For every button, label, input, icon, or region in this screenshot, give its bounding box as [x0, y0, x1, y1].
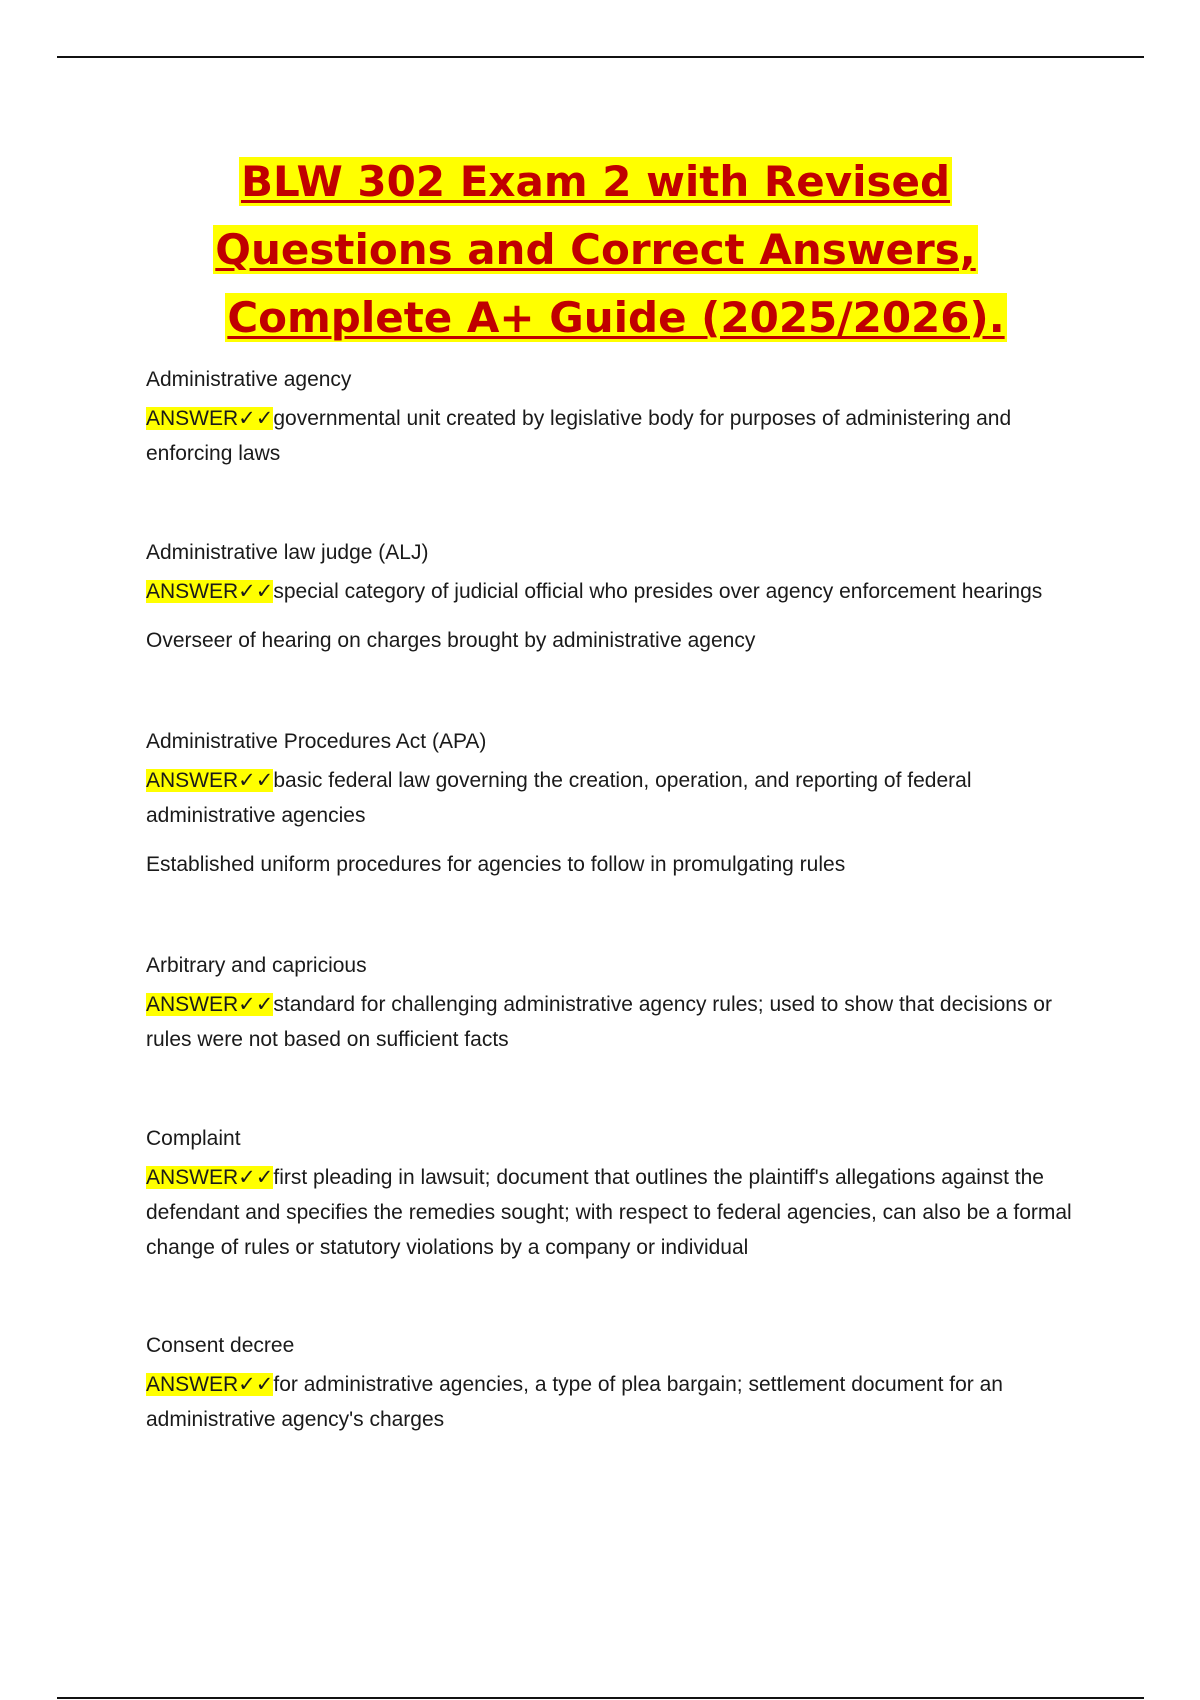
document-title: [0, 148, 1200, 352]
answer-text: special category of judicial official who presides over agency enforcement hearings: [273, 580, 1043, 603]
title-line-3: Complete A+ Guide (2025/2026).: [227, 293, 1005, 342]
qa-entry: [146, 538, 1096, 727]
entry-term: Administrative Procedures Act (APA): [146, 730, 487, 753]
entry-answer: [146, 1367, 1096, 1437]
answer-tag: ANSWER✓✓: [146, 580, 274, 603]
entry-term: Administrative law judge (ALJ): [146, 541, 429, 564]
top-rule: [57, 56, 1144, 58]
answer-text: for administrative agencies, a type of plea bargain; settlement document for an administrative agency's charges: [146, 1373, 1003, 1431]
entry-extra-note: Overseer of hearing on charges brought by administrative agency: [146, 629, 756, 652]
answer-text: first pleading in lawsuit; document that outlines the plaintiff's allegations against the defendant and specifies the remedies sought; with respect to federal agencies, can also be a formal change of rules or statutory violations by a company or individual: [146, 1166, 1072, 1259]
entry-term: Consent decree: [146, 1334, 295, 1357]
entry-term: Arbitrary and capricious: [146, 954, 367, 977]
answer-text: governmental unit created by legislative body for purposes of administering and enforcing laws: [146, 407, 1012, 465]
entry-answer: [146, 987, 1096, 1057]
qa-entry: [146, 1331, 1096, 1451]
entry-answer: [146, 1160, 1096, 1265]
title-line-1: BLW 302 Exam 2 with Revised: [240, 157, 951, 206]
answer-tag: ANSWER✓✓: [146, 407, 274, 430]
qa-entry: [146, 951, 1096, 1124]
entry-extra-note: Established uniform procedures for agencies to follow in promulgating rules: [146, 853, 846, 876]
answer-tag: ANSWER✓✓: [146, 769, 274, 792]
answer-text: basic federal law governing the creation, operation, and reporting of federal administrative agencies: [146, 769, 972, 827]
answer-tag: ANSWER✓✓: [146, 993, 274, 1016]
qa-entry: [146, 727, 1096, 951]
entry-term: Administrative agency: [146, 368, 352, 391]
qa-list: [146, 365, 1096, 1451]
entry-answer: [146, 763, 1096, 833]
answer-tag: ANSWER✓✓: [146, 1373, 274, 1396]
answer-text: standard for challenging administrative agency rules; used to show that decisions or rules were not based on sufficient facts: [146, 993, 1052, 1051]
bottom-rule: [57, 1697, 1144, 1699]
entry-term: Complaint: [146, 1127, 241, 1150]
qa-entry: [146, 1124, 1096, 1331]
title-line-2: Questions and Correct Answers,: [215, 225, 976, 274]
entry-answer: [146, 401, 1096, 471]
entry-answer: [146, 574, 1096, 609]
qa-entry: [146, 365, 1096, 538]
answer-tag: ANSWER✓✓: [146, 1166, 274, 1189]
